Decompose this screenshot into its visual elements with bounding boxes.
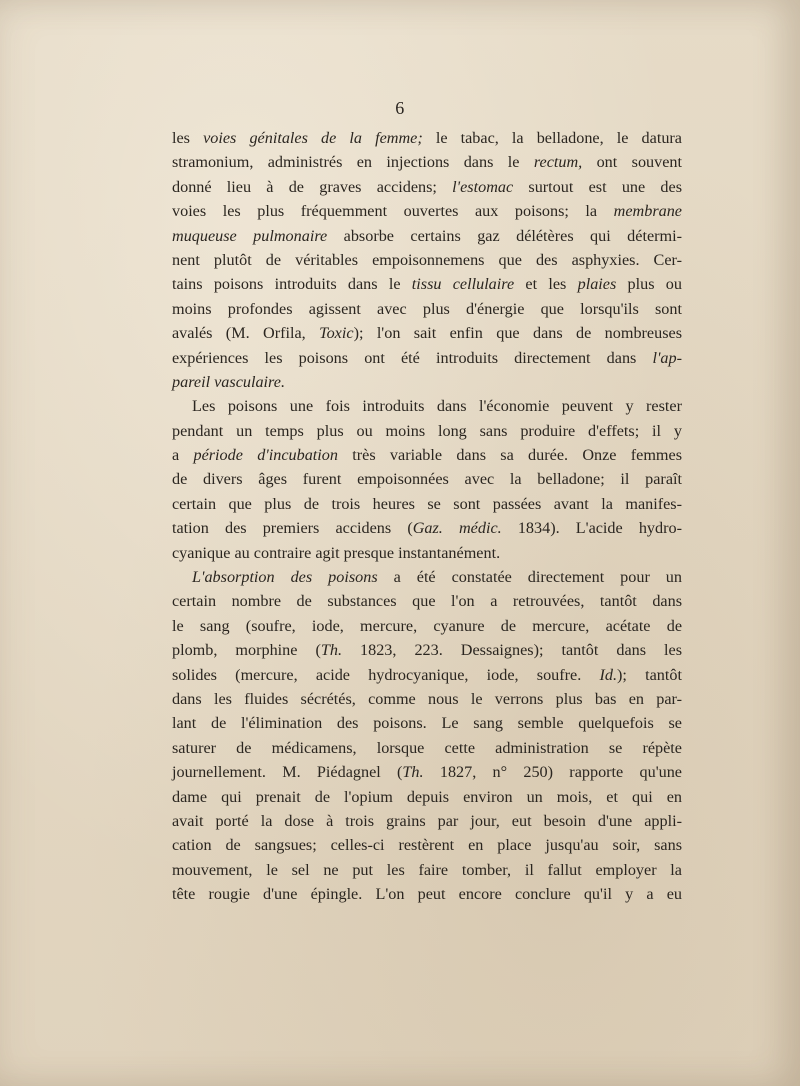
italic-text-segment: période d'incubation xyxy=(193,446,338,465)
text-segment: le tabac, la belladone, le datura xyxy=(422,129,682,147)
text-line xyxy=(172,516,682,540)
text-segment: de divers âges furent empoisonnées avec la belladone; il paraît xyxy=(172,470,682,489)
text-segment: plomb, morphine ( xyxy=(172,641,321,660)
text-line xyxy=(172,858,682,882)
text-line xyxy=(172,809,682,833)
italic-text-segment: rectum, xyxy=(533,153,583,172)
text-segment: tation des premiers accidens ( xyxy=(172,519,413,538)
text-segment: cyanique au contraire agit presque instantanément. xyxy=(172,543,501,562)
text-segment: mouvement, le sel ne put les faire tomber, il fallut employer la xyxy=(172,860,682,879)
text-line xyxy=(172,443,682,467)
italic-text-segment: Th. xyxy=(402,763,424,782)
text-line xyxy=(172,370,682,394)
text-segment: expériences les poisons ont été introduits directement dans xyxy=(172,348,653,367)
text-segment: nent plutôt de véritables empoisonnemens que des asphyxies. Cer- xyxy=(172,250,682,269)
text-segment: 1823, 223. Dessaignes); tantôt dans les xyxy=(342,641,682,660)
italic-text-segment: l'ap- xyxy=(652,348,682,367)
text-segment: certain nombre de substances que l'on a retrouvées, tantôt dans xyxy=(172,592,682,611)
italic-text-segment: muqueuse pulmonaire xyxy=(172,226,328,245)
text-line xyxy=(172,687,682,711)
text-segment: cation de sangsues; celles-ci restèrent en place jusqu'au soir, sans xyxy=(172,836,682,855)
body-text xyxy=(172,126,682,907)
text-line xyxy=(172,736,682,760)
italic-text-segment: Toxic xyxy=(319,324,354,343)
text-line xyxy=(172,346,682,370)
text-line xyxy=(172,175,682,199)
italic-text-segment: Gaz. médic. xyxy=(412,519,502,538)
italic-text-segment: L'absorption des poisons xyxy=(192,568,378,587)
text-line xyxy=(172,882,682,906)
text-segment: avait porté la dose à trois grains par jour, eut besoin d'une appli- xyxy=(172,811,682,830)
text-segment: 1834). L'acide hydro- xyxy=(501,519,682,538)
text-segment: dame qui prenait de l'opium depuis environ un mois, et qui en xyxy=(172,787,682,806)
text-segment: voies les plus fréquemment ouvertes aux poisons; la xyxy=(172,202,614,221)
text-segment: stramonium, administrés en injections dans le xyxy=(172,153,534,172)
italic-text-segment: plaies xyxy=(577,275,617,294)
text-segment: 1827, n° 250) rapporte qu'une xyxy=(423,763,682,782)
text-segment: très variable dans sa durée. Onze femmes xyxy=(338,446,683,465)
text-segment: absorbe certains gaz délétères qui détermi- xyxy=(327,226,683,245)
text-line xyxy=(172,541,682,565)
italic-text-segment: Th. xyxy=(320,641,343,660)
text-line xyxy=(172,663,682,687)
text-line xyxy=(172,248,682,272)
text-segment: avalés (M. Orfila, xyxy=(172,324,320,343)
text-segment: ); tantôt xyxy=(617,665,682,684)
italic-text-segment: Id. xyxy=(599,665,618,684)
text-line xyxy=(172,565,682,589)
text-segment: a xyxy=(172,446,194,465)
italic-text-segment: membrane xyxy=(613,202,682,221)
text-segment: a été constatée directement pour un xyxy=(377,568,682,587)
text-segment: et les xyxy=(514,275,578,294)
text-line xyxy=(172,321,682,345)
text-segment: dans les fluides sécrétés, comme nous le verrons plus bas en par- xyxy=(172,689,682,708)
text-line xyxy=(172,224,682,248)
text-line xyxy=(172,614,682,638)
text-line xyxy=(172,467,682,491)
text-segment: ); l'on sait enfin que dans de nombreuses xyxy=(353,324,682,343)
text-line xyxy=(172,833,682,857)
text-line xyxy=(172,150,682,174)
text-line xyxy=(172,126,682,150)
text-line xyxy=(172,638,682,662)
text-segment: saturer de médicamens, lorsque cette administration se répète xyxy=(172,738,682,757)
text-segment: donné lieu à de graves accidens; xyxy=(172,177,453,196)
text-line xyxy=(172,419,682,443)
text-segment: les xyxy=(172,129,204,147)
text-line xyxy=(172,711,682,735)
text-line xyxy=(172,785,682,809)
italic-text-segment: tissu cellulaire xyxy=(411,275,515,294)
text-segment: certain que plus de trois heures se sont passées avant la manifes- xyxy=(172,494,682,513)
text-segment: Les poisons une fois introduits dans l'économie peuvent y rester xyxy=(192,397,682,416)
italic-text-segment: l'estomac xyxy=(452,177,514,196)
text-segment: tains poisons introduits dans le xyxy=(172,275,412,294)
text-segment: le sang (soufre, iode, mercure, cyanure de mercure, acétate de xyxy=(172,616,682,635)
text-segment: plus ou xyxy=(616,275,682,294)
italic-text-segment: pareil vasculaire. xyxy=(172,372,285,391)
text-segment: journellement. M. Piédagnel ( xyxy=(172,763,403,782)
text-line xyxy=(172,394,682,418)
text-line xyxy=(172,589,682,613)
text-segment: pendant un temps plus ou moins long sans produire d'effets; il y xyxy=(172,421,682,440)
text-segment: ont souvent xyxy=(582,153,682,172)
text-line xyxy=(172,297,682,321)
text-segment: solides (mercure, acide hydrocyanique, iode, soufre. xyxy=(172,665,600,684)
text-line xyxy=(172,272,682,296)
text-segment: surtout est une des xyxy=(513,177,682,196)
text-line xyxy=(172,199,682,223)
page-number: 6 xyxy=(395,98,405,118)
italic-text-segment: voies génitales de la femme; xyxy=(203,129,423,147)
text-segment: moins profondes agissent avec plus d'énergie que lorsqu'ils sont xyxy=(172,299,682,318)
text-line xyxy=(172,760,682,784)
text-segment: lant de l'élimination des poisons. Le sang semble quelquefois se xyxy=(172,714,682,733)
text-line xyxy=(172,492,682,516)
text-segment: tête rougie d'une épingle. L'on peut encore conclure qu'il y a eu xyxy=(172,885,682,904)
